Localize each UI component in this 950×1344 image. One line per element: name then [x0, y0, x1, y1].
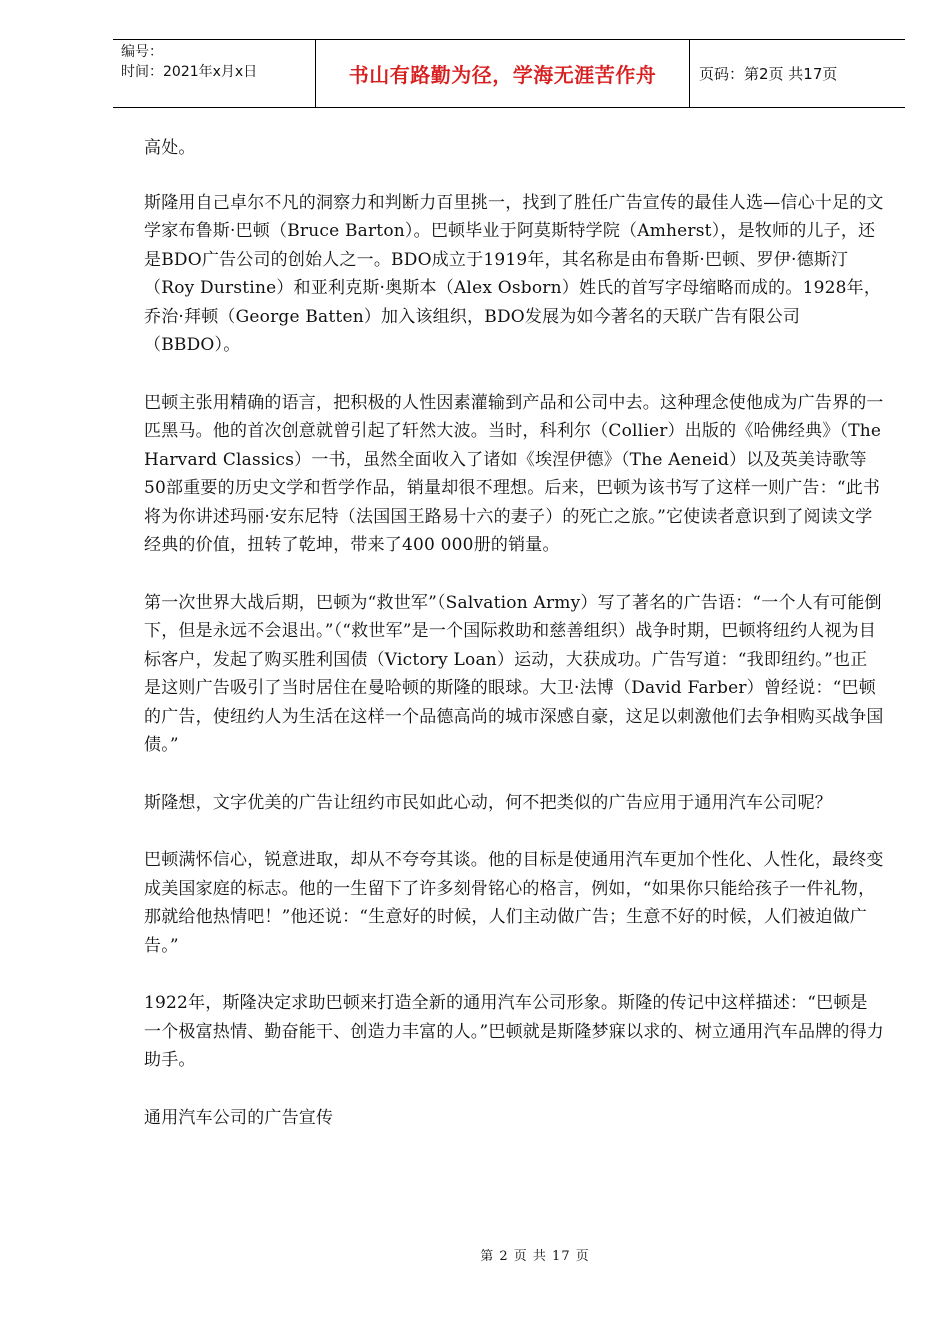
- motto-text: 书山有路勤为径，学海无涯苦作舟: [348, 63, 657, 87]
- paragraph: 巴顿满怀信心，锐意进取，却从不夸夸其谈。他的目标是使通用汽车更加个性化、人性化，最终变成美国家庭的标志。他的一生留下了许多刻骨铭心的格言，例如，“如果你只能给孩子一件礼物，那就给他热情吧！”他还说：“生意好的时候，人们主动做广告；生意不好的时候，人们被迫做广告。”: [144, 850, 884, 956]
- paragraph: 高处。: [144, 138, 196, 158]
- header-meta: [113, 40, 316, 107]
- time-label: 时间：2021年x月x日: [121, 64, 258, 80]
- page-header: [113, 39, 905, 108]
- header-page-cell: [690, 40, 905, 107]
- paragraph: 斯隆用自己卓尔不凡的洞察力和判断力百里挑一，找到了胜任广告宣传的最佳人选—信心十足的文学家布鲁斯·巴顿（Bruce Barton）。巴顿毕业于阿莫斯特学院（Amherst），是牧师的儿子，还是BDO广告公司的创始人之一。BDO成立于1919年，其名称是由布鲁斯·巴顿、罗伊·德斯汀（Roy Durstine）和亚利克斯·奥斯本（Alex Osborn）姓氏的首写字母缩略而成的。1928年，乔治·拜顿（George Batten）加入该组织，BDO发展为如今著名的天联广告有限公司（BBDO）。: [144, 192, 884, 355]
- page-label: 页码：第2页 共17页: [699, 65, 838, 83]
- section-heading: 通用汽车公司的广告宣传: [144, 1107, 334, 1128]
- document-body: [144, 134, 887, 1161]
- paragraph: 1922年，斯隆决定求助巴顿来打造全新的通用汽车公司形象。斯隆的传记中这样描述：“巴顿是一个极富热情、勤奋能干、创造力丰富的人。”巴顿就是斯隆梦寐以求的、树立通用汽车品牌的得力助手。: [144, 993, 884, 1070]
- paragraph: 斯隆想，文字优美的广告让纽约市民如此心动，何不把类似的广告应用于通用汽车公司呢？: [144, 792, 832, 813]
- paragraph: 第一次世界大战后期，巴顿为“救世军”（Salvation Army）写了著名的广告语：“一个人有可能倒下，但是永远不会退出。”（“救世军”是一个国际救助和慈善组织）战争时期，巴顿将纽约人视为目标客户，发起了购买胜利国债（Victory Loan）运动，大获成功。广告写道：“我即纽约。”也正是这则广告吸引了当时居住在曼哈顿的斯隆的眼球。大卫·法博（David Farber）曾经说：“巴顿的广告，使纽约人为生活在这样一个品德高尚的城市深感自豪，这足以刺激他们去争相购买战争国债。”: [144, 592, 884, 755]
- number-label: 编号：: [121, 44, 163, 60]
- page-footer: [0, 1245, 950, 1264]
- header-motto-cell: [316, 40, 690, 107]
- paragraph: 巴顿主张用精确的语言，把积极的人性因素灌输到产品和公司中去。这种理念使他成为广告界的一匹黑马。他的首次创意就曾引起了轩然大波。当时，科利尔（Collier）出版的《哈佛经典》（The Harvard Classics）一书，虽然全面收入了诸如《埃涅伊德》（The Aeneid）以及英美诗歌等50部重要的历史文学和哲学作品，销量却很不理想。后来，巴顿为该书写了这样一则广告：“此书将为你讲述玛丽·安东尼特（法国国王路易十六的妻子）的死亡之旅。”它使读者意识到了阅读文学经典的价值，扭转了乾坤，带来了400 000册的销量。: [144, 392, 887, 555]
- footer-page-number: 第 2 页 共 17 页: [480, 1249, 590, 1264]
